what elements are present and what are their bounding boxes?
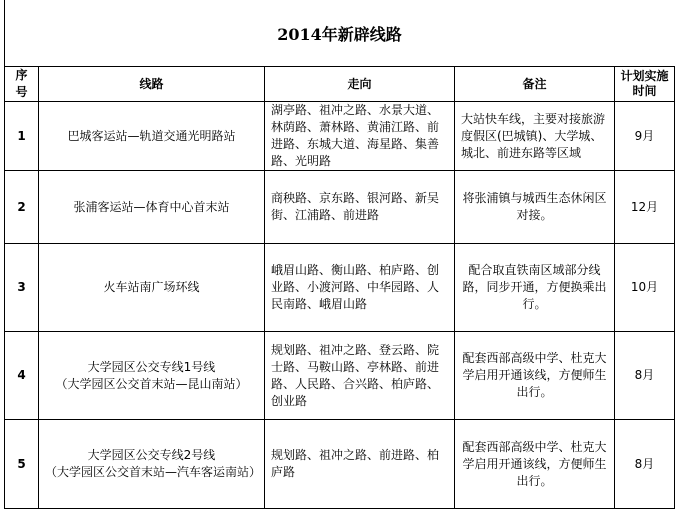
- row-route: [39, 420, 265, 509]
- row-note: 大站快车线，主要对接旅游度假区(巴城镇)、大学城、城北、前进东路等区域: [455, 102, 615, 171]
- row-month: 10月: [615, 244, 675, 332]
- route-endpoints: （大学园区公交首末站—昆山南站）: [55, 376, 248, 391]
- row-index: 2: [5, 171, 39, 244]
- header-note: 备注: [455, 67, 615, 102]
- row-note: 配套西部高级中学、杜克大学启用开通该线，方便师生出行。: [455, 420, 615, 509]
- table-row: [5, 244, 675, 332]
- row-note: 配合取直铁南区域部分线路，同步开通，方便换乘出行。: [455, 244, 615, 332]
- row-month: 8月: [615, 332, 675, 420]
- table-row: [5, 420, 675, 509]
- route-name: 张浦客运站—体育中心首末站: [73, 199, 230, 214]
- row-direction: 峨眉山路、衡山路、柏庐路、创业路、小渡河路、中华园路、人民南路、峨眉山路: [265, 244, 455, 332]
- table-row: [5, 332, 675, 420]
- row-month: 12月: [615, 171, 675, 244]
- table-row: [5, 102, 675, 171]
- row-note: 配套西部高级中学、杜克大学启用开通该线，方便师生出行。: [455, 332, 615, 420]
- row-index: 4: [5, 332, 39, 420]
- header-row: [5, 67, 675, 102]
- table-row: [5, 171, 675, 244]
- header-direction: 走向: [265, 67, 455, 102]
- routes-table: [4, 66, 675, 509]
- row-route: [39, 244, 265, 332]
- header-plan-line2: 时间: [632, 84, 657, 98]
- header-plan-line1: 计划实施: [620, 69, 669, 83]
- route-name: 巴城客运站—轨道交通光明路站: [67, 128, 236, 143]
- header-plan-time: [615, 67, 675, 102]
- row-note: 将张浦镇与城西生态休闲区对接。: [455, 171, 615, 244]
- row-month: 8月: [615, 420, 675, 509]
- row-month: 9月: [615, 102, 675, 171]
- route-endpoints: （大学园区公交首末站—汽车客运南站）: [45, 465, 262, 479]
- row-route: [39, 102, 265, 171]
- row-index: 1: [5, 102, 39, 171]
- route-name: 火车站南广场环线: [103, 280, 200, 294]
- row-direction: 规划路、祖冲之路、登云路、院士路、马鞍山路、亭林路、前进路、人民路、合兴路、柏庐路、创业路: [265, 332, 455, 420]
- row-index: 3: [5, 244, 39, 332]
- route-name: 大学园区公交专线2号线: [87, 448, 216, 462]
- row-direction: 规划路、祖冲之路、前进路、柏庐路: [265, 420, 455, 509]
- row-direction: 湖亭路、祖冲之路、水景大道、林荫路、萧林路、黄浦江路、前进路、东城大道、海星路、集善路、光明路: [265, 102, 455, 171]
- row-direction: 商秧路、京东路、银河路、新吴街、江浦路、前进路: [265, 171, 455, 244]
- header-route: 线路: [39, 67, 265, 102]
- row-index: 5: [5, 420, 39, 509]
- route-name: 大学园区公交专线1号线: [87, 359, 216, 374]
- row-route: [39, 332, 265, 420]
- row-route: [39, 171, 265, 244]
- sheet-title: 2014年新辟线路: [277, 24, 402, 44]
- header-index: 序号: [5, 67, 39, 102]
